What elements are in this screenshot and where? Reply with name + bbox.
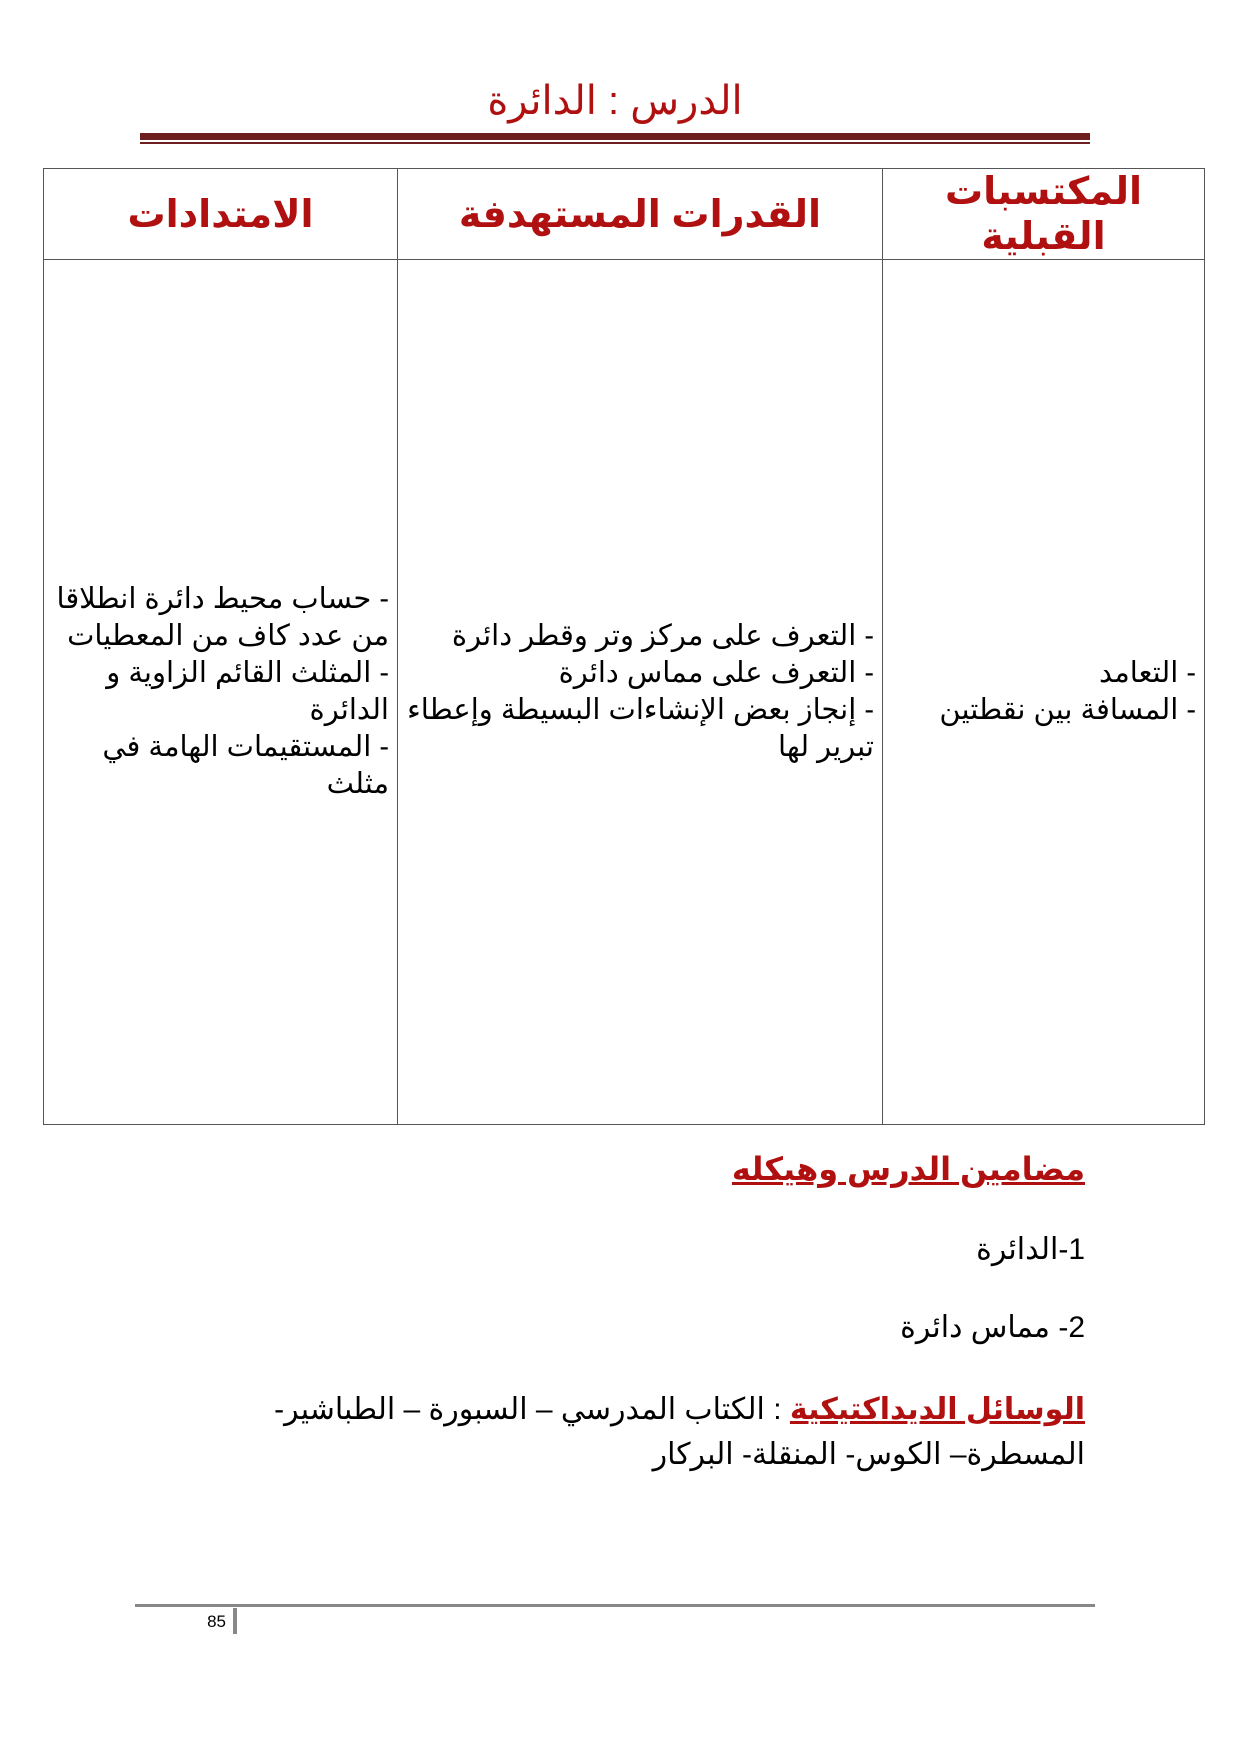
title-underline-thin <box>140 142 1090 144</box>
table-header-row <box>44 169 1205 260</box>
table-body-row <box>44 260 1205 1125</box>
cell-prior-knowledge <box>883 260 1205 1125</box>
list-item: - إنجاز بعض الإنشاءات البسيطة وإعطاء تبرير لها <box>407 694 874 764</box>
footer-tick <box>233 1608 237 1634</box>
list-item: - التعامد <box>1099 656 1196 689</box>
content-heading: مضامين الدرس وهيكله <box>731 1151 1085 1187</box>
tools-label: الوسائل الديداكتيكية <box>789 1393 1085 1426</box>
list-item: - التعرف على مركز وتر وقطر دائرة <box>451 619 874 652</box>
cell-extensions <box>44 260 398 1125</box>
header-extensions: الامتدادات <box>44 169 398 260</box>
footer-rule <box>135 1604 1095 1607</box>
header-target-abilities: القدرات المستهدفة <box>398 169 883 260</box>
list-item: - المسافة بين نقطتين <box>939 694 1196 726</box>
lesson-table <box>43 168 1205 1125</box>
teaching-tools <box>140 1387 1085 1477</box>
tools-text: الكتاب المدرسي – السبورة – الطباشير- المسطرة– الكوس- المنقلة- البركار <box>274 1393 1085 1471</box>
page-number: 85 <box>207 1612 226 1631</box>
list-item: - حساب محيط دائرة انطلاقا من عدد كاف من المعطيات <box>56 582 389 652</box>
content-item: 1-الدائرة <box>976 1233 1085 1266</box>
list-item: - المستقيمات الهامة في مثلث <box>102 731 389 801</box>
title-underline-thick <box>140 133 1090 140</box>
content-item: 2- مماس دائرة <box>900 1311 1085 1344</box>
header-prior-knowledge: المكتسبات القبلية <box>883 169 1205 260</box>
list-item: - التعرف على مماس دائرة <box>558 656 874 689</box>
cell-target-abilities <box>398 260 883 1125</box>
tools-separator: : <box>764 1393 790 1426</box>
list-item: - المثلث القائم الزاوية و الدائرة <box>106 656 389 726</box>
lesson-title: الدرس : الدائرة <box>487 79 743 123</box>
